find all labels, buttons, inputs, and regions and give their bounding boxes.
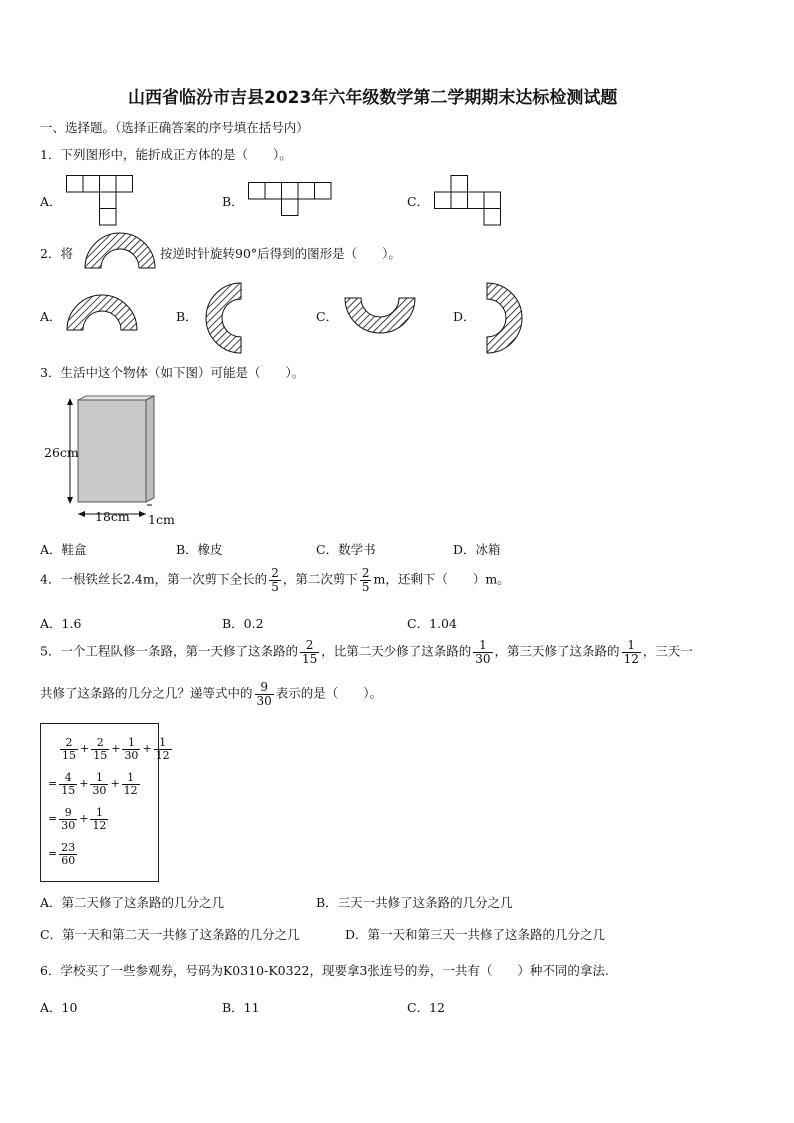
fraction-numerator: 1	[622, 639, 641, 653]
q1-option-c-label: C．	[407, 194, 430, 209]
q5-text-1: 5．一个工程队修一条路，第一天修了这条路的	[40, 643, 298, 659]
fraction-numerator: 2	[271, 566, 279, 580]
height-dimension-label: 26cm	[44, 445, 79, 460]
depth-dimension-label: 1cm	[148, 512, 175, 527]
fraction-denominator: 15	[93, 748, 108, 762]
fraction-denominator: 30	[124, 748, 139, 762]
fraction-denominator: 12	[123, 783, 138, 797]
page-title: 山西省临汾市吉县2023年六年级数学第二学期期末达标检测试题	[128, 88, 618, 108]
q5-text-4: ，三天一	[642, 643, 693, 659]
fraction-denominator: 60	[61, 853, 76, 867]
q6-option-a: A．10	[40, 1000, 78, 1015]
fraction-denominator: 12	[155, 748, 170, 762]
q5-option-b: B．三天一共修了这条路的几分之几	[316, 895, 513, 910]
q3-option-b: B．橡皮	[176, 542, 223, 557]
fraction-numerator: 1	[122, 772, 140, 785]
fraction-denominator: 15	[301, 651, 318, 666]
q2-option-b-label: B．	[176, 309, 198, 324]
calc-row-3	[48, 807, 110, 831]
fraction-numerator: 1	[122, 737, 140, 750]
width-dimension-label: 18cm	[95, 509, 130, 524]
fraction-numerator: 1	[473, 639, 492, 653]
q3-option-a: A．鞋盒	[40, 542, 87, 557]
question-6-stem: 6．学校买了一些参观券，号码为K0310-K0322，现要拿3张连号的券，一共有（ ）种不同的拿法.	[40, 963, 609, 978]
plus-sign: +	[110, 777, 120, 791]
q3-option-c: C．数学书	[316, 542, 376, 557]
question-5-line-1	[40, 639, 693, 665]
plus-sign: +	[80, 742, 90, 756]
question-5-line-2	[40, 681, 382, 707]
q2-option-c-label: C．	[316, 309, 339, 324]
calc-fraction	[90, 807, 108, 831]
q4-text-3: m，还剩下（ ）m。	[373, 571, 510, 587]
q5-option-c: C．第一天和第二天一共修了这条路的几分之几	[40, 927, 300, 942]
calc-fraction	[90, 772, 108, 796]
plus-sign: +	[142, 742, 152, 756]
calc-row-1	[58, 737, 174, 761]
original-half-ring-figure	[84, 232, 156, 270]
fraction-numerator: 2	[60, 737, 78, 750]
q5-option-a: A．第二天修了这条路的几分之几	[40, 895, 225, 910]
half-ring-right-icon	[486, 282, 524, 354]
fraction-numerator: 2	[300, 639, 319, 653]
q4-option-c: C．1.04	[407, 616, 457, 631]
q5-fraction-3	[622, 639, 641, 665]
calc-fraction	[59, 772, 77, 796]
plus-sign: +	[111, 742, 121, 756]
question-1-stem: 1．下列图形中，能折成正方体的是（ ）。	[40, 147, 292, 162]
half-ring-down-icon	[344, 297, 416, 335]
half-ring-left-icon	[205, 282, 243, 354]
q5-fraction-2	[473, 639, 492, 665]
fraction-numerator: 4	[59, 772, 77, 785]
question-4-stem	[40, 567, 510, 593]
cube-net-a-figure	[66, 175, 136, 227]
fraction-denominator: 15	[62, 748, 76, 762]
q4-option-b: B．0.2	[222, 616, 264, 631]
equals-sign: =	[48, 777, 58, 791]
q1-option-b-label: B．	[222, 194, 244, 209]
q5-text-2: ，比第二天少修了这条路的	[321, 643, 472, 659]
q4-text-1: 4．一根铁丝长2.4m，第一次剪下全长的	[40, 571, 268, 587]
fraction-numerator: 2	[91, 737, 109, 750]
calc-fraction	[59, 842, 77, 866]
plus-sign: +	[79, 812, 89, 826]
q5-text-3: ，第三天修了这条路的	[494, 643, 620, 659]
q5-fraction-1	[300, 639, 319, 665]
q5-fraction-4	[255, 681, 274, 707]
q3-option-d: D．冰箱	[453, 542, 501, 557]
q1-option-a-label: A．	[40, 194, 62, 209]
q2-option-d-label: D．	[453, 309, 476, 324]
question-3-stem: 3．生活中这个物体（如下图）可能是（ ）。	[40, 365, 305, 380]
fraction-numerator: 1	[90, 772, 108, 785]
q5-option-d: D．第一天和第三天一共修了这条路的几分之几	[345, 927, 606, 942]
fraction-numerator: 23	[61, 841, 76, 854]
fraction-denominator: 30	[92, 783, 107, 797]
calc-row-4	[48, 842, 79, 866]
calc-fraction	[91, 737, 109, 761]
fraction-denominator: 15	[61, 783, 76, 797]
fraction-denominator: 5	[271, 579, 279, 594]
equals-sign: =	[48, 847, 58, 861]
equals-sign: =	[48, 812, 58, 826]
fraction-denominator: 30	[256, 693, 272, 708]
q6-option-b: B．11	[222, 1000, 260, 1015]
q4-option-a: A．1.6	[40, 616, 82, 631]
fraction-numerator: 9	[59, 807, 77, 820]
question-2-stem: 按逆时针旋转90°后得到的图形是（ ）。	[160, 246, 401, 261]
calc-fraction	[59, 807, 77, 831]
q5-text-6: 表示的是（ ）。	[275, 685, 383, 701]
section-heading: 一、选择题。（选择正确答案的序号填在括号内）	[40, 120, 309, 135]
fraction-denominator: 12	[623, 651, 639, 666]
q5-text-5: 共修了这条路的几分之几？递等式中的	[40, 685, 253, 701]
q2-option-a-label: A．	[40, 309, 62, 324]
fraction-denominator: 30	[61, 818, 76, 832]
fraction-numerator: 2	[361, 566, 370, 580]
fraction-numerator: 1	[90, 807, 108, 820]
fraction-denominator: 12	[92, 818, 107, 832]
question-2-number: 2．将	[40, 246, 73, 261]
fraction-numerator: 1	[154, 737, 172, 750]
q6-option-c: C．12	[407, 1000, 445, 1015]
calc-fraction	[60, 737, 78, 761]
calc-row-2	[48, 772, 142, 796]
q4-text-2: ，第二次剪下	[282, 571, 358, 587]
fraction-denominator: 30	[475, 651, 491, 666]
q4-fraction-1	[269, 567, 281, 593]
fraction-numerator: 9	[255, 681, 274, 695]
plus-sign: +	[79, 777, 89, 791]
q4-fraction-2	[360, 567, 372, 593]
cube-net-c-figure	[434, 175, 504, 227]
calc-fraction	[122, 737, 140, 761]
cube-net-b-figure	[248, 182, 334, 218]
calc-fraction	[122, 772, 140, 796]
half-ring-up-icon	[66, 294, 138, 332]
fraction-denominator: 5	[361, 579, 370, 594]
calc-fraction	[154, 737, 172, 761]
